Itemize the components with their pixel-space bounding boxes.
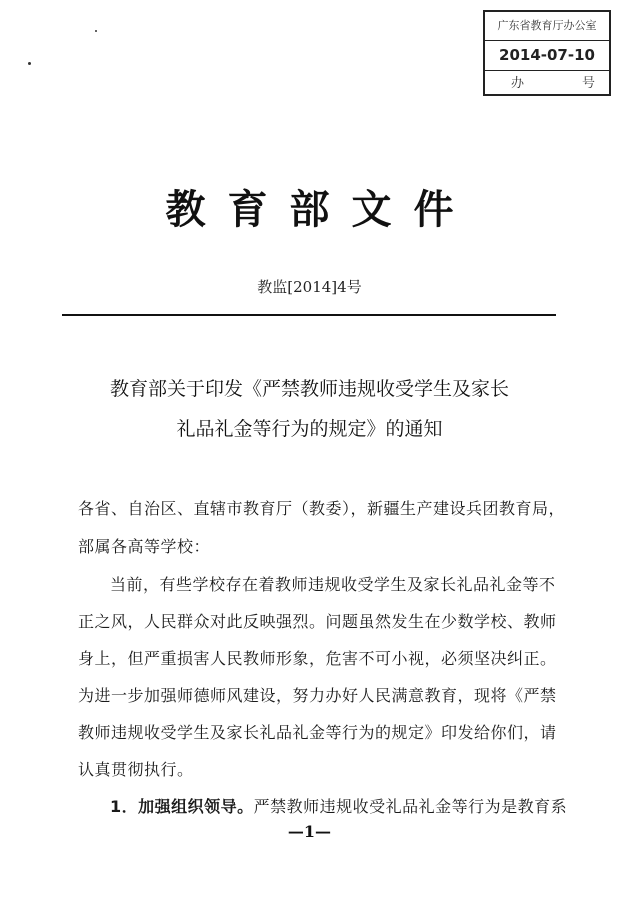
paragraph-line: 认真贯彻执行。: [78, 760, 194, 779]
stamp-label-right: 号: [581, 76, 595, 91]
notice-heading-line-1: 教育部关于印发《严禁教师违规收受学生及家长: [109, 378, 509, 400]
paragraph-line: 教师违规收受学生及家长礼品礼金等行为的规定》印发给你们，请: [78, 723, 557, 742]
stamp-office: 广东省教育厅办公室: [485, 12, 609, 41]
item-1-lead: 1．加强组织领导。: [110, 797, 254, 816]
paragraph-line: 为进一步加强师德师风建设，努力办好人民满意教育，现将《严禁: [78, 686, 557, 705]
document-number: 教监[2014]4号: [257, 278, 362, 296]
page-number: —1—: [287, 822, 332, 841]
addressee-line: 部属各高等学校：: [78, 537, 211, 556]
stamp-labels: [485, 70, 609, 94]
addressee-line: 各省、自治区、直辖市教育厅（教委），新疆生产建设兵团教育局，: [78, 499, 566, 518]
header-rule: [62, 314, 556, 316]
paragraph-line: 正之风，人民群众对此反映强烈。问题虽然发生在少数学校、教师: [78, 612, 557, 631]
notice-heading-line-2: 礼品礼金等行为的规定》的通知: [176, 418, 443, 440]
scan-speck: [28, 62, 31, 65]
scan-speck: [95, 30, 97, 32]
item-1-text: 严禁教师违规收受礼品礼金等行为是教育系: [253, 797, 568, 816]
receipt-stamp: [483, 10, 611, 96]
document-title: 教育部文件: [165, 186, 476, 233]
item-1-line: [110, 794, 567, 817]
stamp-date: 2014-07-10: [485, 40, 609, 71]
paragraph-line: 身上，但严重损害人民教师形象，危害不可小视，必须坚决纠正。: [78, 649, 557, 668]
stamp-label-left: 办: [511, 76, 525, 91]
paragraph-line: 当前，有些学校存在着教师违规收受学生及家长礼品礼金等不: [110, 575, 556, 594]
